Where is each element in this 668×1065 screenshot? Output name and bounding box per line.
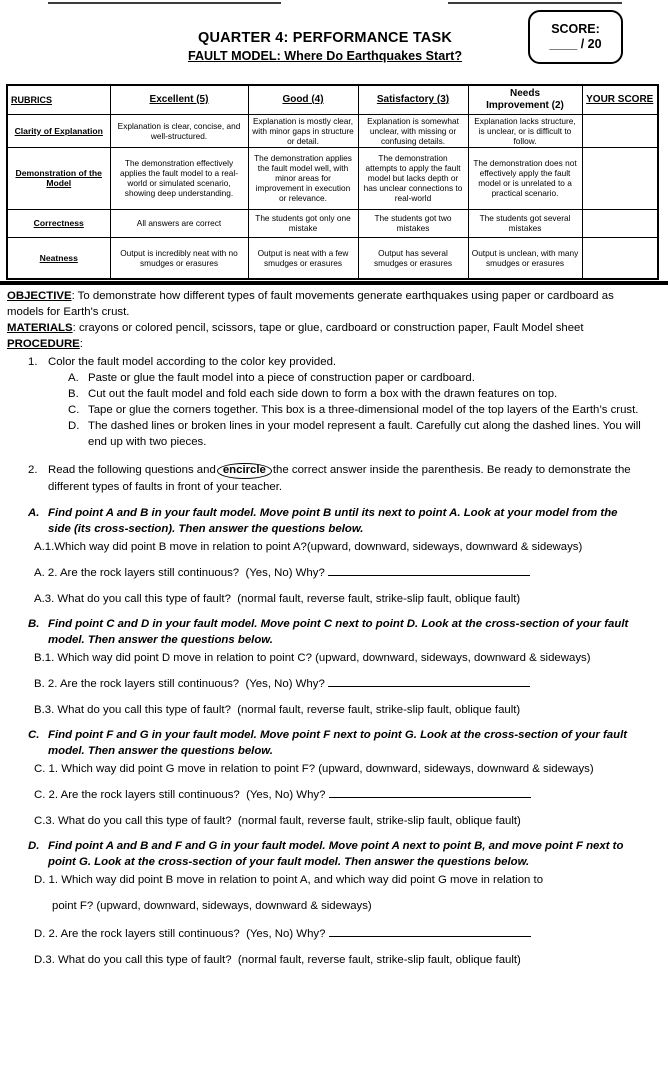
question-intro (7, 505, 641, 537)
step2-pre-text: Read the following questions and (48, 464, 216, 476)
procedure-substep-b (7, 386, 641, 402)
rubric-cell: Output is neat with a few smudges or erasures (248, 237, 358, 279)
rubric-cell: Output is incredibly neat with no smudges or erasures (110, 237, 248, 279)
blank-name-line-right (448, 2, 622, 4)
rubric-cell: The demonstration effectively applies the fault model to a real-world or simulated scenario, showing deep understanding. (110, 147, 248, 209)
your-score-cell (582, 114, 658, 147)
question-intro-text: Find point A and B and F and G in your fault model. Move point A next to point B, and move point F next to point G. Look at the cross-section of your fault model. Then answer the questions below. (48, 840, 624, 868)
needs-improvement-label: Needs Improvement (2) (486, 87, 564, 111)
objective-label: OBJECTIVE (7, 290, 72, 302)
rubric-cell: Explanation is clear, concise, and well-structured. (110, 114, 248, 147)
section-divider (0, 281, 668, 285)
rubric-cell: Output is unclean, with many smudges or erasures (468, 237, 582, 279)
substep-text: Tape or glue the corners together. This box is a three-dimensional model of the top layers of the Earth’s crust. (88, 404, 639, 416)
procedure-label: PROCEDURE (7, 338, 80, 350)
procedure-paragraph (7, 336, 641, 352)
your-score-cell (582, 147, 658, 209)
question-b2 (7, 676, 641, 692)
column-header-good: Good (4) (248, 85, 358, 114)
procedure-colon: : (79, 338, 83, 350)
question-c1: C. 1. Which way did point G move in relation to point F? (upward, downward, sideways, downward & sideways) (34, 763, 594, 775)
question-d1-line1: D. 1. Which way did point B move in relation to point A, and which way did point G move in relation to (34, 874, 544, 886)
question-c3: C.3. What do you call this type of fault? (normal fault, reverse fault, strike-slip fault, oblique fault) (34, 815, 521, 827)
procedure-substep-d (7, 418, 641, 450)
substep-letter: D. (68, 420, 80, 432)
score-label: SCORE: (551, 22, 600, 36)
step2-post-text: the correct answer inside the parenthesis. Be ready to demonstrate the different types of faults in front of your teacher. (48, 464, 631, 493)
question-b2-text: B. 2. Are the rock layers still continuous? (Yes, No) Why? (34, 678, 328, 690)
step-number: 2. (28, 464, 38, 476)
page-title: QUARTER 4: PERFORMANCE TASK (197, 30, 453, 46)
question-block-c (7, 727, 641, 829)
column-header-needs-improvement (468, 85, 582, 114)
question-block-d (7, 838, 641, 968)
rubric-cell: The demonstration does not effectively apply the fault model or is unrelated to a practical scenario. (468, 147, 582, 209)
answer-blank-line (328, 676, 530, 687)
your-score-cell (582, 237, 658, 279)
question-d1-line2: point F? (upward, downward, sideways, downward & sideways) (52, 900, 372, 912)
objective-paragraph (7, 288, 641, 320)
question-d2-text: D. 2. Are the rock layers still continuous? (Yes, No) Why? (34, 928, 329, 940)
rubric-cell: Explanation is mostly clear, with minor gaps in structure or detail. (248, 114, 358, 147)
answer-blank-line (329, 926, 531, 937)
materials-label: MATERIALS (7, 322, 73, 334)
rubric-cell: Output has several smudges or erasures (358, 237, 468, 279)
substep-letter: C. (68, 404, 80, 416)
step-number: 1. (28, 356, 38, 368)
column-header-your-score: YOUR SCORE (582, 85, 658, 114)
question-block-a (7, 505, 641, 607)
answer-blank-line (328, 565, 530, 576)
title-block (0, 30, 650, 63)
objective-text: : To demonstrate how different types of fault movements generate earthquakes using paper or cardboard as models for Earth's crust. (7, 290, 614, 318)
row-label-clarity: Clarity of Explanation (7, 114, 110, 147)
rubric-cell: The students got several mistakes (468, 209, 582, 237)
question-c2-text: C. 2. Are the rock layers still continuous? (Yes, No) Why? (34, 789, 329, 801)
question-b1: B.1. Which way did point D move in relation to point C? (upward, downward, sideways, downward & sideways) (34, 652, 591, 664)
question-letter: A. (28, 507, 40, 519)
rubric-cell: The students got two mistakes (358, 209, 468, 237)
procedure-step-2 (7, 462, 641, 495)
question-block-b (7, 616, 641, 718)
substep-letter: B. (68, 388, 79, 400)
rubric-cell: The demonstration applies the fault model well, with minor areas for improvement in execution or relevance. (248, 147, 358, 209)
rubric-table (6, 84, 659, 280)
row-label-neatness: Neatness (7, 237, 110, 279)
question-intro-text: Find point C and D in your fault model. Move point C next to point D. Look at the cross-section of your fault model. Then answer the questions below. (48, 618, 629, 646)
question-a3: A.3. What do you call this type of fault? (normal fault, reverse fault, strike-slip fault, oblique fault) (34, 593, 521, 605)
column-header-satisfactory: Satisfactory (3) (358, 85, 468, 114)
question-letter: D. (28, 840, 40, 852)
question-intro-text: Find point A and B in your fault model. Move point B until its next to point A. Look at your model from the side (its cross-section). Then answer the questions below. (48, 507, 618, 535)
substep-text: Paste or glue the fault model into a piece of construction paper or cardboard. (88, 372, 475, 384)
question-letter: B. (28, 618, 40, 630)
substep-letter: A. (68, 372, 79, 384)
row-label-correctness: Correctness (7, 209, 110, 237)
procedure-substep-a (7, 370, 641, 386)
materials-text: : crayons or colored pencil, scissors, tape or glue, cardboard or construction paper, Fault Model sheet (72, 322, 584, 334)
page-subtitle: FAULT MODEL: Where Do Earthquakes Start? (187, 49, 463, 63)
question-intro (7, 727, 641, 759)
table-row (7, 147, 658, 209)
answer-blank-line (329, 787, 531, 798)
rubric-cell: The demonstration attempts to apply the fault model but lacks depth or has unclear connections to real-world (358, 147, 468, 209)
question-letter: C. (28, 729, 40, 741)
worksheet-body (7, 288, 641, 968)
rubric-cell: Explanation lacks structure, is unclear, or is difficult to follow. (468, 114, 582, 147)
blank-name-line-left (48, 2, 281, 4)
question-d2 (7, 926, 641, 942)
table-row (7, 114, 658, 147)
question-intro-text: Find point F and G in your fault model. Move point F next to point G. Look at the cross-section of your fault model. Then answer the questions below. (48, 729, 628, 757)
question-intro (7, 838, 641, 870)
table-row (7, 209, 658, 237)
rubric-corner-label: RUBRICS (7, 85, 110, 114)
column-header-excellent: Excellent (5) (110, 85, 248, 114)
question-c2 (7, 787, 641, 803)
rubric-cell: The students got only one mistake (248, 209, 358, 237)
substep-text: Cut out the fault model and fold each side down to form a box with the drawn features on top. (88, 388, 558, 400)
question-a2-text: A. 2. Are the rock layers still continuous? (Yes, No) Why? (34, 567, 328, 579)
materials-paragraph (7, 320, 641, 336)
question-intro (7, 616, 641, 648)
question-a2 (7, 565, 641, 581)
rubric-header-row (7, 85, 658, 114)
score-value: ____ / 20 (549, 37, 602, 51)
rubric-cell: Explanation is somewhat unclear, with missing or confusing details. (358, 114, 468, 147)
substep-text: The dashed lines or broken lines in your model represent a fault. Carefully cut along the dashed lines. You will end up with two pieces. (88, 420, 641, 448)
table-row (7, 237, 658, 279)
encircled-word: encircle (217, 463, 272, 479)
question-d3: D.3. What do you call this type of fault? (normal fault, reverse fault, strike-slip fault, oblique fault) (34, 954, 521, 966)
step-text: Color the fault model according to the color key provided. (48, 356, 337, 368)
step-text (48, 462, 641, 495)
row-label-demonstration: Demonstration of the Model (7, 147, 110, 209)
question-a1: A.1.Which way did point B move in relation to point A?(upward, downward, sideways, downward & sideways) (34, 541, 583, 553)
rubric-cell: All answers are correct (110, 209, 248, 237)
procedure-substep-c (7, 402, 641, 418)
procedure-step-1 (7, 354, 641, 370)
question-b3: B.3. What do you call this type of fault? (normal fault, reverse fault, strike-slip fault, oblique fault) (34, 704, 521, 716)
your-score-cell (582, 209, 658, 237)
